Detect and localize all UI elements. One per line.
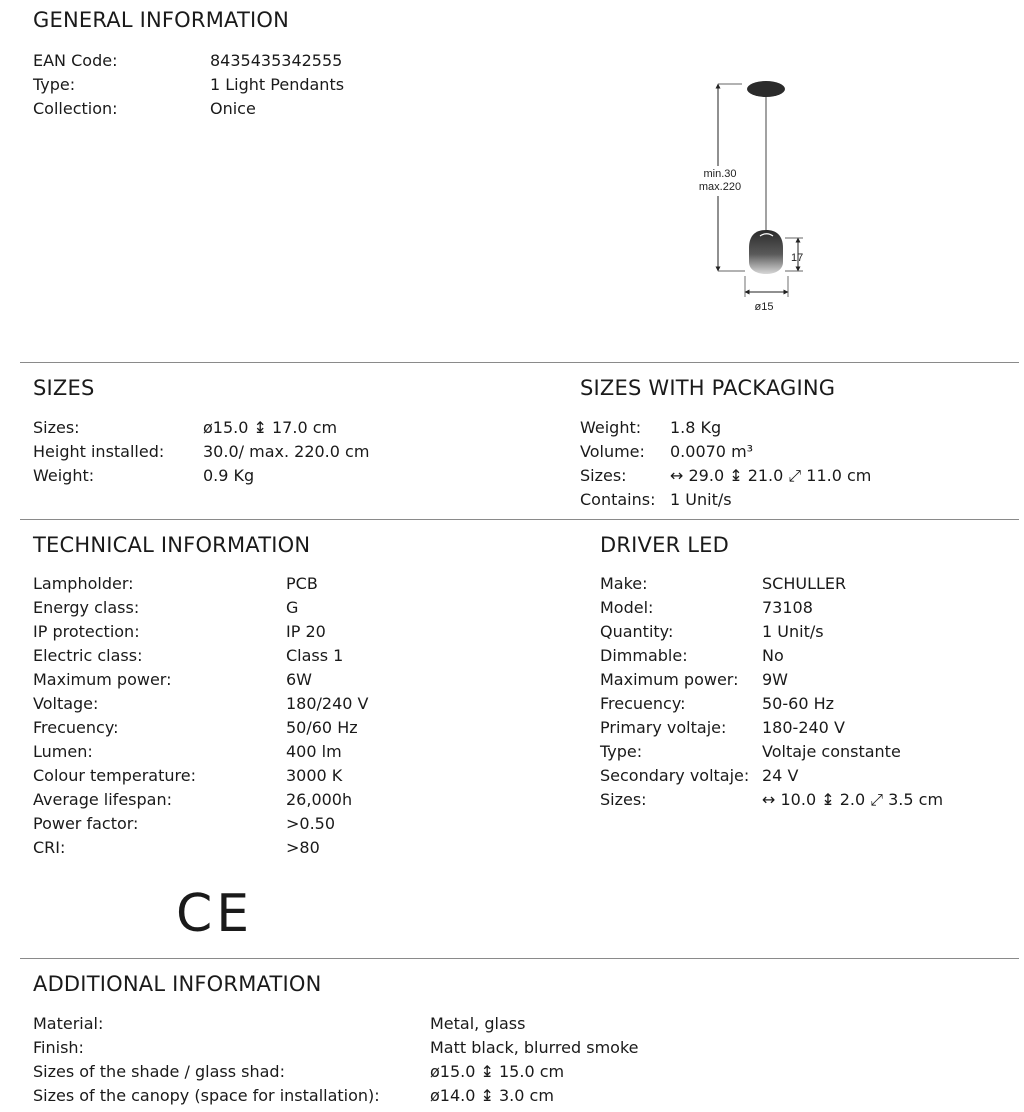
min-height-label: min.30 — [703, 168, 737, 180]
tech-label: Colour temperature: — [33, 766, 196, 785]
packaging-contains-label: Contains: — [580, 490, 656, 509]
tech-value: 26,000h — [286, 790, 353, 809]
driver-value: Voltaje constante — [762, 742, 901, 761]
packaging-volume-label: Volume: — [580, 442, 645, 461]
general-information-heading: GENERAL INFORMATION — [33, 8, 290, 32]
driver-label: Quantity: — [600, 622, 674, 641]
packaging-sizes-label: Sizes: — [580, 466, 627, 485]
driver-label: Model: — [600, 598, 654, 617]
collection-label: Collection: — [33, 99, 118, 118]
packaging-heading: SIZES WITH PACKAGING — [580, 376, 836, 400]
tech-value: >0.50 — [286, 814, 336, 833]
tech-value: >80 — [286, 838, 320, 857]
ean-value: 8435435342555 — [210, 51, 343, 70]
shade-sizes-label: Sizes of the shade / glass shad: — [33, 1062, 285, 1081]
driver-value: 180-240 V — [762, 718, 845, 737]
packaging-volume-value: 0.0070 m³ — [670, 442, 754, 461]
tech-label: Lampholder: — [33, 574, 134, 593]
finish-value: Matt black, blurred smoke — [430, 1038, 639, 1057]
height-installed-label: Height installed: — [33, 442, 165, 461]
tech-value: 180/240 V — [286, 694, 369, 713]
shade-sizes-value: ø15.0 ↨ 15.0 cm — [430, 1062, 565, 1081]
driver-heading: DRIVER LED — [600, 533, 729, 557]
max-height-label: max.220 — [698, 181, 742, 193]
technical-heading: TECHNICAL INFORMATION — [33, 533, 311, 557]
driver-value: ↔ 10.0 ↨ 2.0 ⤢ 3.5 cm — [762, 790, 944, 809]
driver-value: 50-60 Hz — [762, 694, 835, 713]
driver-label: Primary voltaje: — [600, 718, 727, 737]
driver-label: Secondary voltaje: — [600, 766, 750, 785]
glass-shade-shape — [749, 230, 783, 274]
tech-value: 6W — [286, 670, 312, 689]
divider — [20, 362, 1019, 363]
divider — [20, 958, 1019, 959]
driver-value: 9W — [762, 670, 788, 689]
driver-value: SCHULLER — [762, 574, 847, 593]
collection-value: Onice — [210, 99, 256, 118]
material-label: Material: — [33, 1014, 104, 1033]
tech-label: Electric class: — [33, 646, 143, 665]
driver-value: 73108 — [762, 598, 813, 617]
packaging-contains-value: 1 Unit/s — [670, 490, 732, 509]
tech-value: G — [286, 598, 299, 617]
weight-value: 0.9 Kg — [203, 466, 255, 485]
diameter-label: ø15 — [754, 301, 774, 313]
tech-value: 400 lm — [286, 742, 342, 761]
tech-label: IP protection: — [33, 622, 140, 641]
sizes-heading: SIZES — [33, 376, 95, 400]
packaging-weight-value: 1.8 Kg — [670, 418, 722, 437]
driver-value: 1 Unit/s — [762, 622, 824, 641]
packaging-sizes-value: ↔ 29.0 ↨ 21.0 ⤢ 11.0 cm — [670, 466, 872, 485]
material-value: Metal, glass — [430, 1014, 526, 1033]
ean-label: EAN Code: — [33, 51, 118, 70]
tech-value: Class 1 — [286, 646, 344, 665]
driver-label: Maximum power: — [600, 670, 739, 689]
tech-value: PCB — [286, 574, 318, 593]
type-value: 1 Light Pendants — [210, 75, 345, 94]
driver-label: Dimmable: — [600, 646, 688, 665]
tech-label: Voltage: — [33, 694, 99, 713]
tech-label: Frecuency: — [33, 718, 119, 737]
type-label: Type: — [33, 75, 76, 94]
weight-label: Weight: — [33, 466, 95, 485]
tech-label: Lumen: — [33, 742, 93, 761]
finish-label: Finish: — [33, 1038, 84, 1057]
tech-value: 3000 K — [286, 766, 343, 785]
driver-label: Sizes: — [600, 790, 647, 809]
tech-label: CRI: — [33, 838, 66, 857]
driver-label: Type: — [600, 742, 643, 761]
tech-value: IP 20 — [286, 622, 326, 641]
tech-label: Maximum power: — [33, 670, 172, 689]
driver-value: No — [762, 646, 784, 665]
shade-height-label: 17 — [791, 252, 804, 264]
ce-mark-icon: CE — [176, 884, 254, 944]
tech-label: Average lifespan: — [33, 790, 172, 809]
driver-label: Make: — [600, 574, 648, 593]
canopy-sizes-label: Sizes of the canopy (space for installation): — [33, 1086, 380, 1105]
sizes-label: Sizes: — [33, 418, 80, 437]
sizes-value: ø15.0 ↨ 17.0 cm — [203, 418, 338, 437]
additional-heading: ADDITIONAL INFORMATION — [33, 972, 322, 996]
tech-value: 50/60 Hz — [286, 718, 358, 737]
driver-value: 24 V — [762, 766, 799, 785]
divider — [20, 519, 1019, 520]
tech-label: Energy class: — [33, 598, 140, 617]
tech-label: Power factor: — [33, 814, 139, 833]
canopy-sizes-value: ø14.0 ↨ 3.0 cm — [430, 1086, 554, 1105]
height-installed-value: 30.0/ max. 220.0 cm — [203, 442, 370, 461]
canopy-shape — [747, 81, 785, 97]
driver-label: Frecuency: — [600, 694, 686, 713]
pendant-dimension-drawing — [690, 70, 820, 320]
packaging-weight-label: Weight: — [580, 418, 642, 437]
